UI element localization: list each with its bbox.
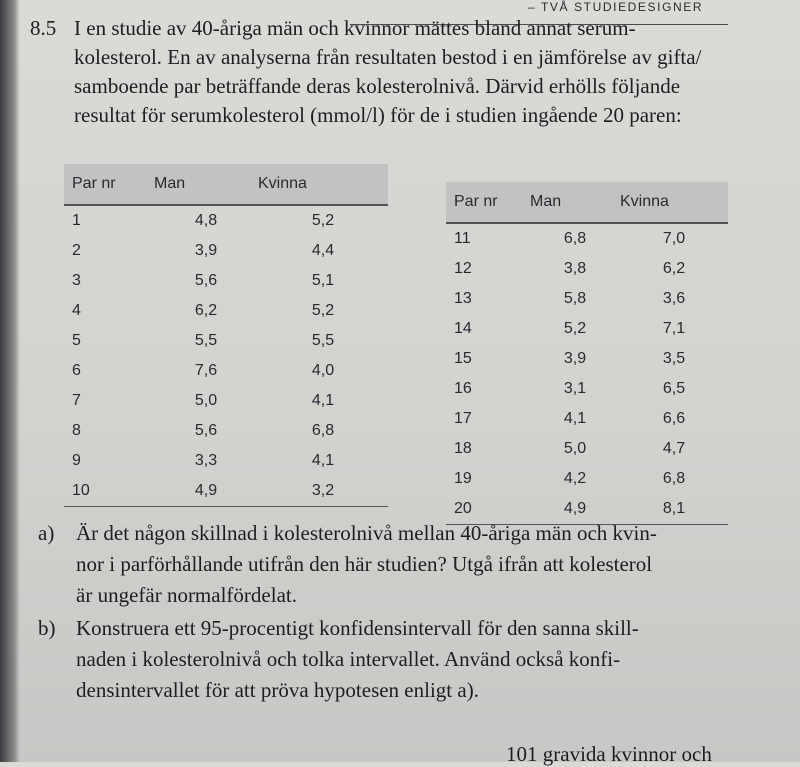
- cell-par-nr: 18: [454, 440, 472, 457]
- cell-kvinna: 4,1: [311, 392, 335, 409]
- next-problem-partial-line: 101 gravida kvinnor och: [506, 742, 712, 766]
- header-par-nr: Par nr: [446, 182, 530, 223]
- header-kvinna: Kvinna: [620, 182, 728, 223]
- cell-kvinna: 7,0: [662, 230, 686, 247]
- table-row: [64, 266, 388, 296]
- cell-man: 4,1: [563, 410, 587, 427]
- table-row: [64, 205, 388, 236]
- header-man: Man: [154, 164, 258, 205]
- cell-par-nr: 1: [72, 212, 81, 229]
- cell-man: 3,1: [563, 380, 587, 397]
- cell-man: 3,9: [563, 350, 587, 367]
- book-gutter-shadow: [0, 0, 20, 762]
- table-row: [446, 434, 728, 464]
- cell-kvinna: 7,1: [662, 320, 686, 337]
- cell-par-nr: 15: [454, 350, 472, 367]
- cell-par-nr: 9: [72, 452, 81, 469]
- cell-man: 5,0: [563, 440, 587, 457]
- cell-man: 6,8: [563, 230, 587, 247]
- cell-kvinna: 6,6: [662, 410, 686, 427]
- cell-par-nr: 2: [72, 242, 81, 259]
- cell-kvinna: 5,1: [311, 272, 335, 289]
- cell-par-nr: 5: [72, 332, 81, 349]
- cell-man: 3,9: [194, 242, 218, 259]
- table-row: [64, 236, 388, 266]
- cell-kvinna: 4,7: [662, 440, 686, 457]
- cell-par-nr: 11: [454, 230, 471, 247]
- question-letter: a): [38, 521, 55, 545]
- cell-par-nr: 17: [454, 410, 472, 427]
- cell-man: 5,2: [563, 320, 587, 337]
- problem-statement: [30, 14, 740, 130]
- header-man: Man: [530, 182, 620, 223]
- cell-par-nr: 6: [72, 362, 81, 379]
- header-kvinna: Kvinna: [258, 164, 388, 205]
- cell-kvinna: 3,5: [662, 350, 686, 367]
- problem-number: 8.5: [30, 16, 57, 40]
- cell-par-nr: 3: [72, 272, 81, 289]
- cell-man: 5,5: [194, 332, 218, 349]
- table-header-row: [446, 182, 728, 223]
- problem-line: I en studie av 40-åriga män och kvinnor mättes bland annat serum-: [74, 16, 636, 40]
- cell-man: 5,0: [194, 392, 218, 409]
- cell-kvinna: 8,1: [620, 494, 728, 525]
- cell-man: 3,8: [563, 260, 587, 277]
- table-row: [446, 464, 728, 494]
- cell-man: 6,2: [194, 302, 218, 319]
- question-line: nor i parförhållande utifrån den här studien? Utgå ifrån att kolesterol: [76, 552, 653, 576]
- cell-par-nr: 19: [454, 470, 472, 487]
- cell-par-nr: 12: [454, 260, 472, 277]
- table-row: [64, 446, 388, 476]
- problem-line: resultat för serumkolesterol (mmol/l) för de i studien ingående 20 paren:: [74, 103, 682, 127]
- cell-kvinna: 5,2: [311, 302, 335, 319]
- table-header-row: [64, 164, 388, 205]
- question-line: naden i kolesterolnivå och tolka intervallet. Använd också konfi-: [76, 647, 621, 671]
- cell-par-nr: 4: [72, 302, 81, 319]
- cell-kvinna: 6,5: [662, 380, 686, 397]
- header-par-nr: Par nr: [64, 164, 154, 205]
- questions: [38, 518, 758, 708]
- cell-man: 7,6: [194, 362, 218, 379]
- cell-man: 4,9: [530, 494, 620, 525]
- cell-man: 4,9: [154, 476, 258, 507]
- cell-kvinna: 6,2: [662, 260, 686, 277]
- cell-kvinna: 4,0: [311, 362, 335, 379]
- table-row: [64, 296, 388, 326]
- cell-kvinna: 3,6: [662, 290, 686, 307]
- table-row: [64, 476, 388, 507]
- cell-kvinna: 4,1: [311, 452, 335, 469]
- cell-par-nr: 7: [72, 392, 81, 409]
- cell-kvinna: 4,4: [311, 242, 335, 259]
- cell-kvinna: 6,8: [311, 422, 335, 439]
- problem-line: samboende par beträffande deras kolesterolnivå. Därvid erhölls följande: [74, 74, 681, 98]
- cell-par-nr: 10: [64, 476, 154, 507]
- cell-man: 3,3: [194, 452, 218, 469]
- question-line: densintervallet för att pröva hypotesen enligt a).: [76, 678, 479, 702]
- question-line: är ungefär normalfördelat.: [76, 583, 297, 607]
- question-letter: b): [38, 616, 56, 640]
- table-row: [64, 386, 388, 416]
- table-row: [446, 284, 728, 314]
- table-row: [446, 374, 728, 404]
- question-line: Konstruera ett 95-procentigt konfidensintervall för den sanna skill-: [76, 616, 639, 640]
- cell-par-nr: 13: [454, 290, 472, 307]
- running-head-label: – TVÅ STUDIEDESIGNER: [528, 0, 704, 14]
- table-row: [446, 404, 728, 434]
- cholesterol-table-right: [446, 182, 728, 525]
- cell-man: 5,6: [194, 272, 218, 289]
- cell-par-nr: 14: [454, 320, 472, 337]
- question-line: Är det någon skillnad i kolesterolnivå mellan 40-åriga män och kvin-: [76, 521, 657, 545]
- table-row: [446, 344, 728, 374]
- cell-kvinna: 3,2: [258, 476, 388, 507]
- table-row: [446, 223, 728, 254]
- cell-par-nr: 8: [72, 422, 81, 439]
- cell-man: 4,2: [563, 470, 587, 487]
- cell-man: 4,8: [194, 212, 218, 229]
- table-row: [446, 314, 728, 344]
- table-row: [64, 416, 388, 446]
- cell-man: 5,8: [563, 290, 587, 307]
- problem-line: kolesterol. En av analyserna från resultaten bestod i en jämförelse av gifta/: [74, 45, 702, 69]
- cell-kvinna: 5,2: [311, 212, 335, 229]
- question-a: [38, 518, 758, 611]
- table-row: [64, 326, 388, 356]
- cell-par-nr: 20: [446, 494, 530, 525]
- question-b: [38, 613, 758, 706]
- table-row: [64, 356, 388, 386]
- cell-kvinna: 5,5: [311, 332, 335, 349]
- cholesterol-table-left: [64, 164, 388, 507]
- cell-kvinna: 6,8: [662, 470, 686, 487]
- table-row: [446, 254, 728, 284]
- cell-par-nr: 16: [454, 380, 472, 397]
- cell-man: 5,6: [194, 422, 218, 439]
